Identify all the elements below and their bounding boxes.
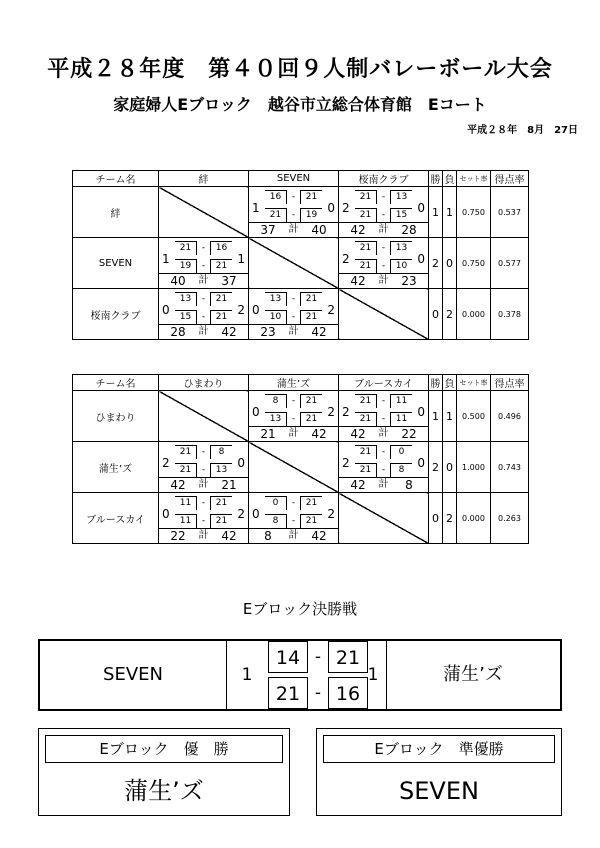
set-points-for: 13 [265, 292, 287, 306]
match-cell [249, 187, 339, 238]
point-rate: 0.378 [491, 289, 529, 340]
total-label: 計 [198, 326, 209, 337]
set-rate: 1.000 [457, 442, 491, 493]
set-score-row [355, 412, 412, 426]
total-points-against: 23 [401, 274, 417, 288]
divider [226, 641, 227, 709]
sets-lost: 2 [327, 405, 335, 419]
sets-won: 0 [252, 405, 260, 419]
set-dash: - [381, 192, 386, 202]
column-header-opponent: ひまわり [159, 375, 249, 391]
set-points-for: 13 [265, 412, 287, 426]
set-dash: - [381, 447, 386, 457]
set-dash: - [381, 261, 386, 271]
set-score-row [265, 394, 322, 408]
winner-team: 蒲生’ズ [124, 777, 204, 805]
set-points-for: 8 [265, 514, 287, 528]
row-team-name: 蒲生’ズ [73, 442, 159, 493]
table-row [73, 442, 529, 493]
row-team-name: SEVEN [73, 238, 159, 289]
set-points-against: 21 [300, 412, 322, 426]
sets-lost: 2 [327, 507, 335, 521]
set-score-row [355, 259, 412, 273]
set-dash: - [291, 516, 296, 526]
total-label: 計 [198, 530, 209, 541]
table-row [73, 289, 529, 340]
set-scores [175, 496, 232, 530]
column-header-opponent: ブルースカイ [339, 375, 429, 391]
set-points-for: 10 [265, 310, 287, 324]
total-points-against: 28 [401, 223, 417, 237]
runner-up-box [316, 728, 562, 816]
winner-label: Eブロック 優 勝 [45, 735, 283, 763]
match-cell [249, 493, 339, 544]
league-table [72, 170, 529, 340]
match-total [339, 273, 428, 288]
set-scores [355, 190, 412, 224]
self-match-diagonal [249, 238, 339, 289]
total-label: 計 [288, 224, 299, 235]
wins: 2 [429, 442, 443, 493]
point-rate: 0.577 [491, 238, 529, 289]
match-total [159, 324, 248, 339]
set-points-for: 19 [175, 259, 197, 273]
sets-lost: 0 [327, 201, 335, 215]
set-points-against: 21 [210, 514, 232, 528]
total-points-against: 40 [311, 223, 327, 237]
set-points-against: 21 [210, 496, 232, 510]
table-row [73, 238, 529, 289]
set-points-against: 10 [390, 259, 412, 273]
total-points-against: 42 [311, 325, 327, 339]
total-label: 計 [288, 428, 299, 439]
set-dash: - [201, 447, 206, 457]
total-points-for: 22 [170, 529, 186, 543]
point-rate: 0.743 [491, 442, 529, 493]
set-points-for: 21 [175, 463, 197, 477]
set-points-for: 11 [175, 514, 197, 528]
set-points-against: 21 [300, 394, 322, 408]
table-row [73, 391, 529, 442]
set-dash: - [201, 312, 206, 322]
match-result [249, 493, 338, 543]
set-score-row [175, 463, 232, 477]
set-score-row [355, 394, 412, 408]
set-score-row [175, 241, 232, 255]
self-match-diagonal [339, 289, 429, 340]
set-points-against: 16 [210, 241, 232, 255]
set-score-row [265, 310, 322, 324]
set-points-for: 21 [355, 394, 377, 408]
final-match-box [38, 639, 562, 711]
sets-won: 0 [162, 507, 170, 521]
column-header-point-rate: 得点率 [491, 171, 529, 187]
losses: 2 [443, 493, 457, 544]
set-score-row [175, 496, 232, 510]
total-points-against: 42 [221, 529, 237, 543]
total-label: 計 [378, 428, 389, 439]
match-cell [159, 289, 249, 340]
set-scores [355, 241, 412, 275]
set-points-for: 0 [265, 496, 287, 510]
match-result [159, 442, 248, 492]
sets-won: 1 [252, 201, 260, 215]
sets-lost: 0 [417, 456, 425, 470]
match-cell [339, 391, 429, 442]
row-team-name: 絆 [73, 187, 159, 238]
total-points-for: 23 [260, 325, 276, 339]
runner-up-label: Eブロック 準優勝 [323, 735, 555, 763]
sets-lost: 2 [237, 303, 245, 317]
match-total [339, 477, 428, 492]
match-result [339, 187, 428, 237]
total-points-for: 42 [350, 427, 366, 441]
match-result [249, 289, 338, 339]
set-points-for: 8 [265, 394, 287, 408]
set-scores [175, 445, 232, 479]
total-points-for: 42 [350, 478, 366, 492]
row-team-name: ブルースカイ [73, 493, 159, 544]
losses: 1 [443, 187, 457, 238]
set-score-row [265, 496, 322, 510]
final-title: Eブロック決勝戦 [242, 600, 358, 618]
total-points-against: 21 [221, 478, 237, 492]
self-match-diagonal [159, 391, 249, 442]
set-points-against: 21 [210, 259, 232, 273]
set-points-against: 21 [300, 292, 322, 306]
page-subtitle: 家庭婦人Eブロック 越谷市立総合体育館 Eコート [113, 95, 487, 114]
set-points-for: 21 [355, 412, 377, 426]
match-result [249, 187, 338, 237]
match-total [249, 222, 338, 237]
match-total [159, 528, 248, 543]
set-dash: - [201, 516, 206, 526]
set-points-for: 13 [175, 292, 197, 306]
wins: 1 [429, 391, 443, 442]
point-rate: 0.496 [491, 391, 529, 442]
set-rate: 0.000 [457, 493, 491, 544]
set-rate: 0.750 [457, 238, 491, 289]
set-score-row [175, 259, 232, 273]
set-score-row [175, 514, 232, 528]
total-points-for: 42 [350, 274, 366, 288]
set-points-against: 21 [300, 190, 322, 204]
set-scores [265, 292, 322, 326]
total-label: 計 [288, 530, 299, 541]
point-rate: 0.537 [491, 187, 529, 238]
sets-won: 0 [252, 303, 260, 317]
match-result [339, 238, 428, 288]
wins: 0 [429, 289, 443, 340]
set-score-row [355, 190, 412, 204]
set-score-row [265, 514, 322, 528]
sets-lost: 1 [237, 252, 245, 266]
set-scores [355, 445, 412, 479]
sets-won: 2 [342, 405, 350, 419]
total-points-for: 37 [260, 223, 276, 237]
total-points-for: 28 [170, 325, 186, 339]
set-scores [265, 394, 322, 428]
set-points-against: 19 [300, 208, 322, 222]
match-result [249, 391, 338, 441]
set-score-row [175, 310, 232, 324]
set-score-row [355, 241, 412, 255]
sets-lost: 2 [237, 507, 245, 521]
set-points-for: 16 [265, 190, 287, 204]
set-score-row [175, 445, 232, 459]
match-result [159, 493, 248, 543]
total-label: 計 [288, 326, 299, 337]
match-cell [339, 442, 429, 493]
wins: 2 [429, 238, 443, 289]
wins: 1 [429, 187, 443, 238]
losses: 1 [443, 391, 457, 442]
set-points-against: 21 [210, 310, 232, 324]
set-points-against: 13 [210, 463, 232, 477]
total-points-against: 37 [221, 274, 237, 288]
set-dash: - [381, 243, 386, 253]
column-header-set-rate: セット率 [457, 375, 491, 391]
set-dash: - [291, 414, 296, 424]
sets-won: 0 [162, 303, 170, 317]
final-sets-won-right: 1 [367, 665, 379, 685]
set-points-against: 15 [390, 208, 412, 222]
sets-lost: 0 [417, 201, 425, 215]
set-score-row [355, 463, 412, 477]
total-label: 計 [378, 275, 389, 286]
final-team-left: SEVEN [103, 664, 163, 685]
set-dash: - [201, 261, 206, 271]
column-header-win: 勝 [429, 375, 443, 391]
table-row [73, 493, 529, 544]
set-points-for: 21 [175, 445, 197, 459]
final-set2-left: 21 [268, 677, 308, 709]
set-score-row [265, 190, 322, 204]
match-total [159, 477, 248, 492]
match-result [159, 289, 248, 339]
set-dash: - [201, 498, 206, 508]
match-cell [249, 289, 339, 340]
final-team-right: 蒲生’ズ [443, 664, 503, 685]
match-cell [339, 238, 429, 289]
set-points-against: 11 [390, 412, 412, 426]
set-dash: - [291, 294, 296, 304]
column-header-win: 勝 [429, 171, 443, 187]
self-match-diagonal [159, 187, 249, 238]
sets-won: 0 [252, 507, 260, 521]
set-dash: - [201, 294, 206, 304]
match-total [249, 426, 338, 441]
set-scores [175, 241, 232, 275]
total-label: 計 [198, 275, 209, 286]
set-dash: - [381, 396, 386, 406]
wins: 0 [429, 493, 443, 544]
set-points-against: 8 [390, 463, 412, 477]
set-points-for: 11 [175, 496, 197, 510]
final-sets-won-left: 1 [241, 665, 253, 685]
column-header-opponent: SEVEN [249, 171, 339, 187]
match-result [159, 238, 248, 288]
set-dash: - [381, 465, 386, 475]
total-label: 計 [378, 479, 389, 490]
column-header-opponent: 桜南クラブ [339, 171, 429, 187]
match-total [249, 324, 338, 339]
final-set2-dash: - [314, 683, 322, 703]
total-points-for: 8 [264, 529, 272, 543]
page-title: 平成２８年度 第４０回９人制バレーボール大会 [47, 57, 553, 82]
losses: 2 [443, 289, 457, 340]
total-points-against: 8 [405, 478, 413, 492]
match-cell [159, 442, 249, 493]
set-points-for: 21 [355, 445, 377, 459]
column-header-loss: 負 [443, 171, 457, 187]
set-points-against: 13 [390, 241, 412, 255]
set-dash: - [291, 192, 296, 202]
set-points-for: 15 [175, 310, 197, 324]
set-score-row [265, 292, 322, 306]
set-points-for: 21 [355, 463, 377, 477]
sets-lost: 2 [327, 303, 335, 317]
sets-won: 2 [342, 456, 350, 470]
match-total [159, 273, 248, 288]
final-set1-dash: - [314, 647, 322, 667]
set-points-for: 21 [355, 241, 377, 255]
set-scores [265, 496, 322, 530]
total-points-for: 42 [350, 223, 366, 237]
sets-lost: 0 [417, 252, 425, 266]
set-points-for: 21 [175, 241, 197, 255]
set-scores [175, 292, 232, 326]
set-points-against: 13 [390, 190, 412, 204]
match-cell [249, 391, 339, 442]
losses: 0 [443, 238, 457, 289]
runner-up-team: SEVEN [399, 777, 479, 805]
sets-won: 2 [162, 456, 170, 470]
sets-lost: 0 [417, 405, 425, 419]
set-dash: - [381, 210, 386, 220]
total-points-against: 42 [221, 325, 237, 339]
losses: 0 [443, 442, 457, 493]
row-team-name: 桜南クラブ [73, 289, 159, 340]
final-set1-right: 21 [328, 641, 368, 673]
self-match-diagonal [339, 493, 429, 544]
set-points-against: 21 [300, 514, 322, 528]
final-set2-right: 16 [328, 677, 368, 709]
set-points-against: 21 [300, 310, 322, 324]
total-points-against: 22 [401, 427, 417, 441]
point-rate: 0.263 [491, 493, 529, 544]
set-rate: 0.750 [457, 187, 491, 238]
set-points-against: 8 [210, 445, 232, 459]
set-scores [265, 190, 322, 224]
set-dash: - [291, 312, 296, 322]
set-points-against: 21 [210, 292, 232, 306]
column-header-point-rate: 得点率 [491, 375, 529, 391]
total-points-for: 42 [170, 478, 186, 492]
match-cell [159, 238, 249, 289]
set-dash: - [381, 414, 386, 424]
total-points-against: 42 [311, 427, 327, 441]
column-header-opponent: 蒲生’ズ [249, 375, 339, 391]
winner-box [38, 728, 290, 816]
set-dash: - [201, 243, 206, 253]
match-result [339, 391, 428, 441]
set-points-for: 21 [355, 190, 377, 204]
set-score-row [355, 208, 412, 222]
row-team-name: ひまわり [73, 391, 159, 442]
self-match-diagonal [249, 442, 339, 493]
match-total [249, 528, 338, 543]
set-score-row [265, 412, 322, 426]
set-points-against: 0 [390, 445, 412, 459]
total-label: 計 [198, 479, 209, 490]
set-dash: - [291, 210, 296, 220]
column-header-opponent: 絆 [159, 171, 249, 187]
final-set1-left: 14 [268, 641, 308, 673]
sets-won: 2 [342, 252, 350, 266]
match-cell [159, 493, 249, 544]
set-rate: 0.000 [457, 289, 491, 340]
set-rate: 0.500 [457, 391, 491, 442]
set-points-against: 11 [390, 394, 412, 408]
set-points-for: 21 [355, 259, 377, 273]
set-scores [355, 394, 412, 428]
column-header-team: チーム名 [73, 375, 159, 391]
league-table [72, 374, 529, 544]
total-points-for: 40 [170, 274, 186, 288]
match-cell [339, 187, 429, 238]
set-dash: - [291, 396, 296, 406]
total-points-for: 21 [260, 427, 276, 441]
match-total [339, 426, 428, 441]
set-dash: - [201, 465, 206, 475]
set-points-against: 21 [300, 496, 322, 510]
sets-won: 1 [162, 252, 170, 266]
match-result [339, 442, 428, 492]
event-date: 平成２８年 8月 27日 [467, 125, 578, 136]
set-points-for: 21 [265, 208, 287, 222]
column-header-team: チーム名 [73, 171, 159, 187]
match-total [339, 222, 428, 237]
set-score-row [355, 445, 412, 459]
set-score-row [175, 292, 232, 306]
set-score-row [265, 208, 322, 222]
set-points-for: 21 [355, 208, 377, 222]
total-label: 計 [378, 224, 389, 235]
table-row [73, 187, 529, 238]
total-points-against: 42 [311, 529, 327, 543]
column-header-loss: 負 [443, 375, 457, 391]
sets-lost: 0 [237, 456, 245, 470]
set-dash: - [291, 498, 296, 508]
sets-won: 2 [342, 201, 350, 215]
column-header-set-rate: セット率 [457, 171, 491, 187]
